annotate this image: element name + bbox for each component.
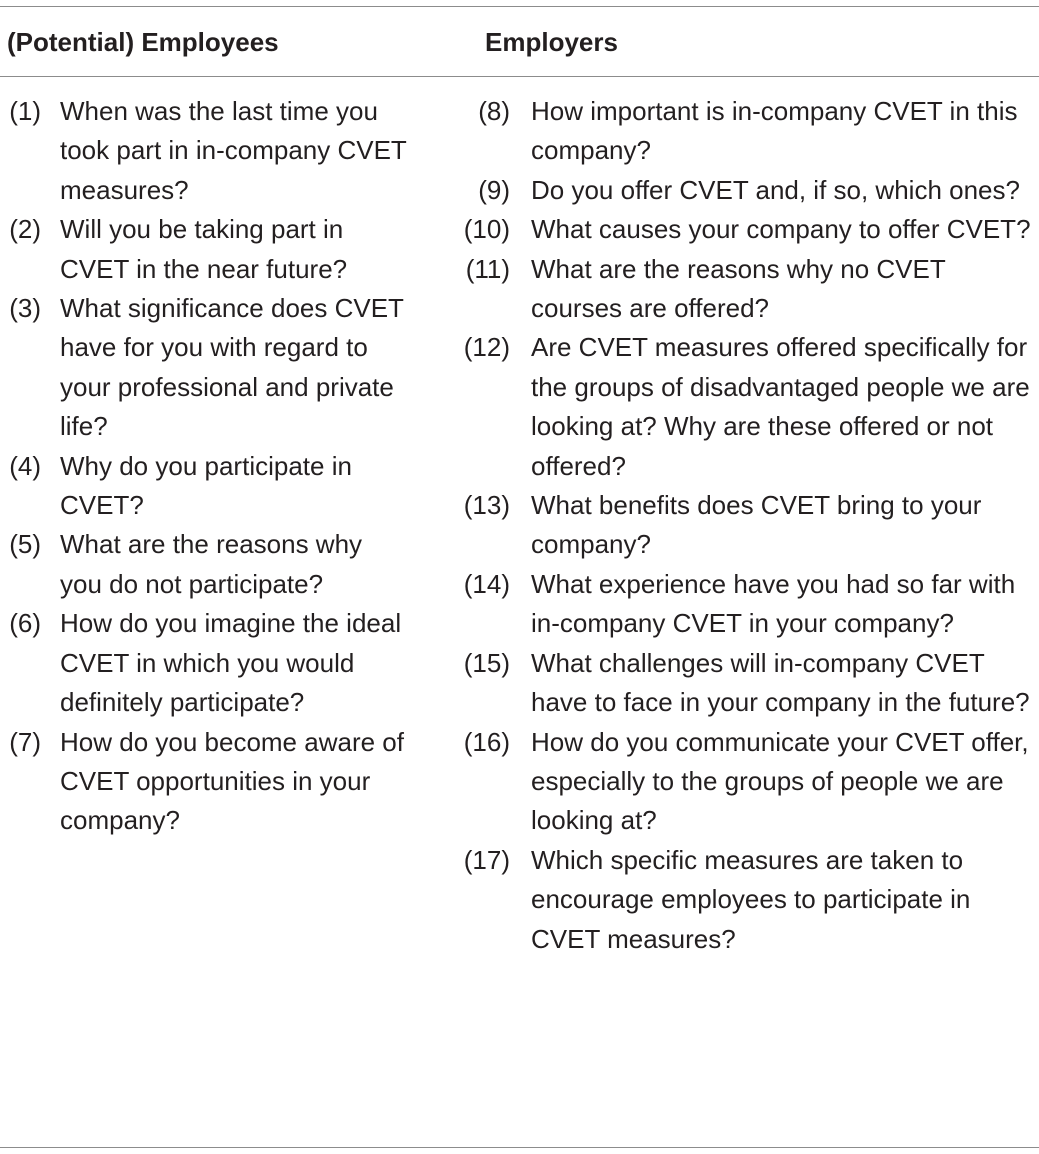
- question-number: (6): [9, 608, 41, 639]
- question-text: What causes your company to offer CVET?: [531, 214, 1031, 245]
- question-item: [455, 565, 1039, 644]
- question-number: (11): [465, 253, 510, 284]
- question-item: [455, 841, 1039, 959]
- question-text: How do you communicate your CVET offer, especially to the groups of people we are looking at?: [531, 726, 1029, 836]
- question-item: [455, 171, 1039, 210]
- question-number: (15): [463, 647, 510, 678]
- column-header-employees: (Potential) Employees: [7, 27, 279, 57]
- question-item: [455, 723, 1039, 841]
- question-text: What experience have you had so far with in-company CVET in your company?: [531, 568, 1016, 639]
- question-number: (12): [463, 332, 510, 363]
- question-number: (1): [9, 96, 41, 126]
- question-number: (9): [478, 174, 510, 205]
- question-item: [455, 486, 1039, 565]
- question-number: (17): [463, 844, 510, 875]
- question-text: What benefits does CVET bring to your company?: [531, 490, 982, 560]
- question-item: [455, 328, 1039, 486]
- question-text: Will you be taking part in CVET in the near future?: [60, 214, 348, 284]
- question-text: What are the reasons why you do not participate?: [60, 529, 363, 599]
- question-text: How important is in-company CVET in this company?: [531, 96, 1018, 166]
- question-number: (13): [463, 490, 510, 521]
- table-top-rule: [0, 6, 1039, 7]
- question-text: When was the last time you took part in in-company CVET measures?: [60, 96, 407, 205]
- question-text: How do you become aware of CVET opportunities in your company?: [60, 726, 404, 836]
- question-text: How do you imagine the ideal CVET in which you would definitely participate?: [60, 608, 402, 718]
- question-text: What are the reasons why no CVET courses are offered?: [531, 253, 946, 324]
- question-item: [455, 210, 1039, 249]
- question-number: (3): [9, 293, 41, 324]
- column-header-employers: Employers: [485, 27, 618, 57]
- question-item: [455, 250, 1039, 329]
- question-number: (4): [9, 450, 41, 481]
- question-text: Why do you participate in CVET?: [60, 450, 352, 521]
- question-text: Which specific measures are taken to encourage employees to participate in CVET measures?: [531, 844, 971, 954]
- question-number: (16): [463, 726, 510, 757]
- question-item: [0, 723, 440, 841]
- question-number: (5): [9, 529, 41, 560]
- question-text: What significance does CVET have for you with regard to your professional and private life?: [60, 293, 404, 442]
- question-item: [0, 92, 440, 210]
- question-item: [0, 447, 440, 526]
- employers-question-list: [455, 92, 1039, 959]
- table-bottom-rule: [0, 1147, 1039, 1148]
- question-number: (14): [463, 568, 510, 599]
- question-number: (2): [9, 214, 41, 245]
- header-divider-rule: [0, 76, 1039, 77]
- question-item: [0, 525, 440, 604]
- question-text: Do you offer CVET and, if so, which ones?: [531, 174, 1020, 205]
- question-item: [455, 92, 1039, 171]
- question-item: [0, 210, 440, 289]
- question-text: What challenges will in-company CVET have to face in your company in the future?: [531, 647, 1030, 718]
- question-item: [0, 604, 440, 722]
- question-number: (8): [478, 96, 510, 126]
- question-item: [0, 289, 440, 447]
- question-item: [455, 644, 1039, 723]
- question-number: (7): [9, 726, 41, 757]
- employees-question-list: [0, 92, 440, 841]
- question-number: (10): [463, 214, 510, 245]
- question-text: Are CVET measures offered specifically for the groups of disadvantaged people we are looking at? Why are these offered or not offered?: [531, 332, 1030, 481]
